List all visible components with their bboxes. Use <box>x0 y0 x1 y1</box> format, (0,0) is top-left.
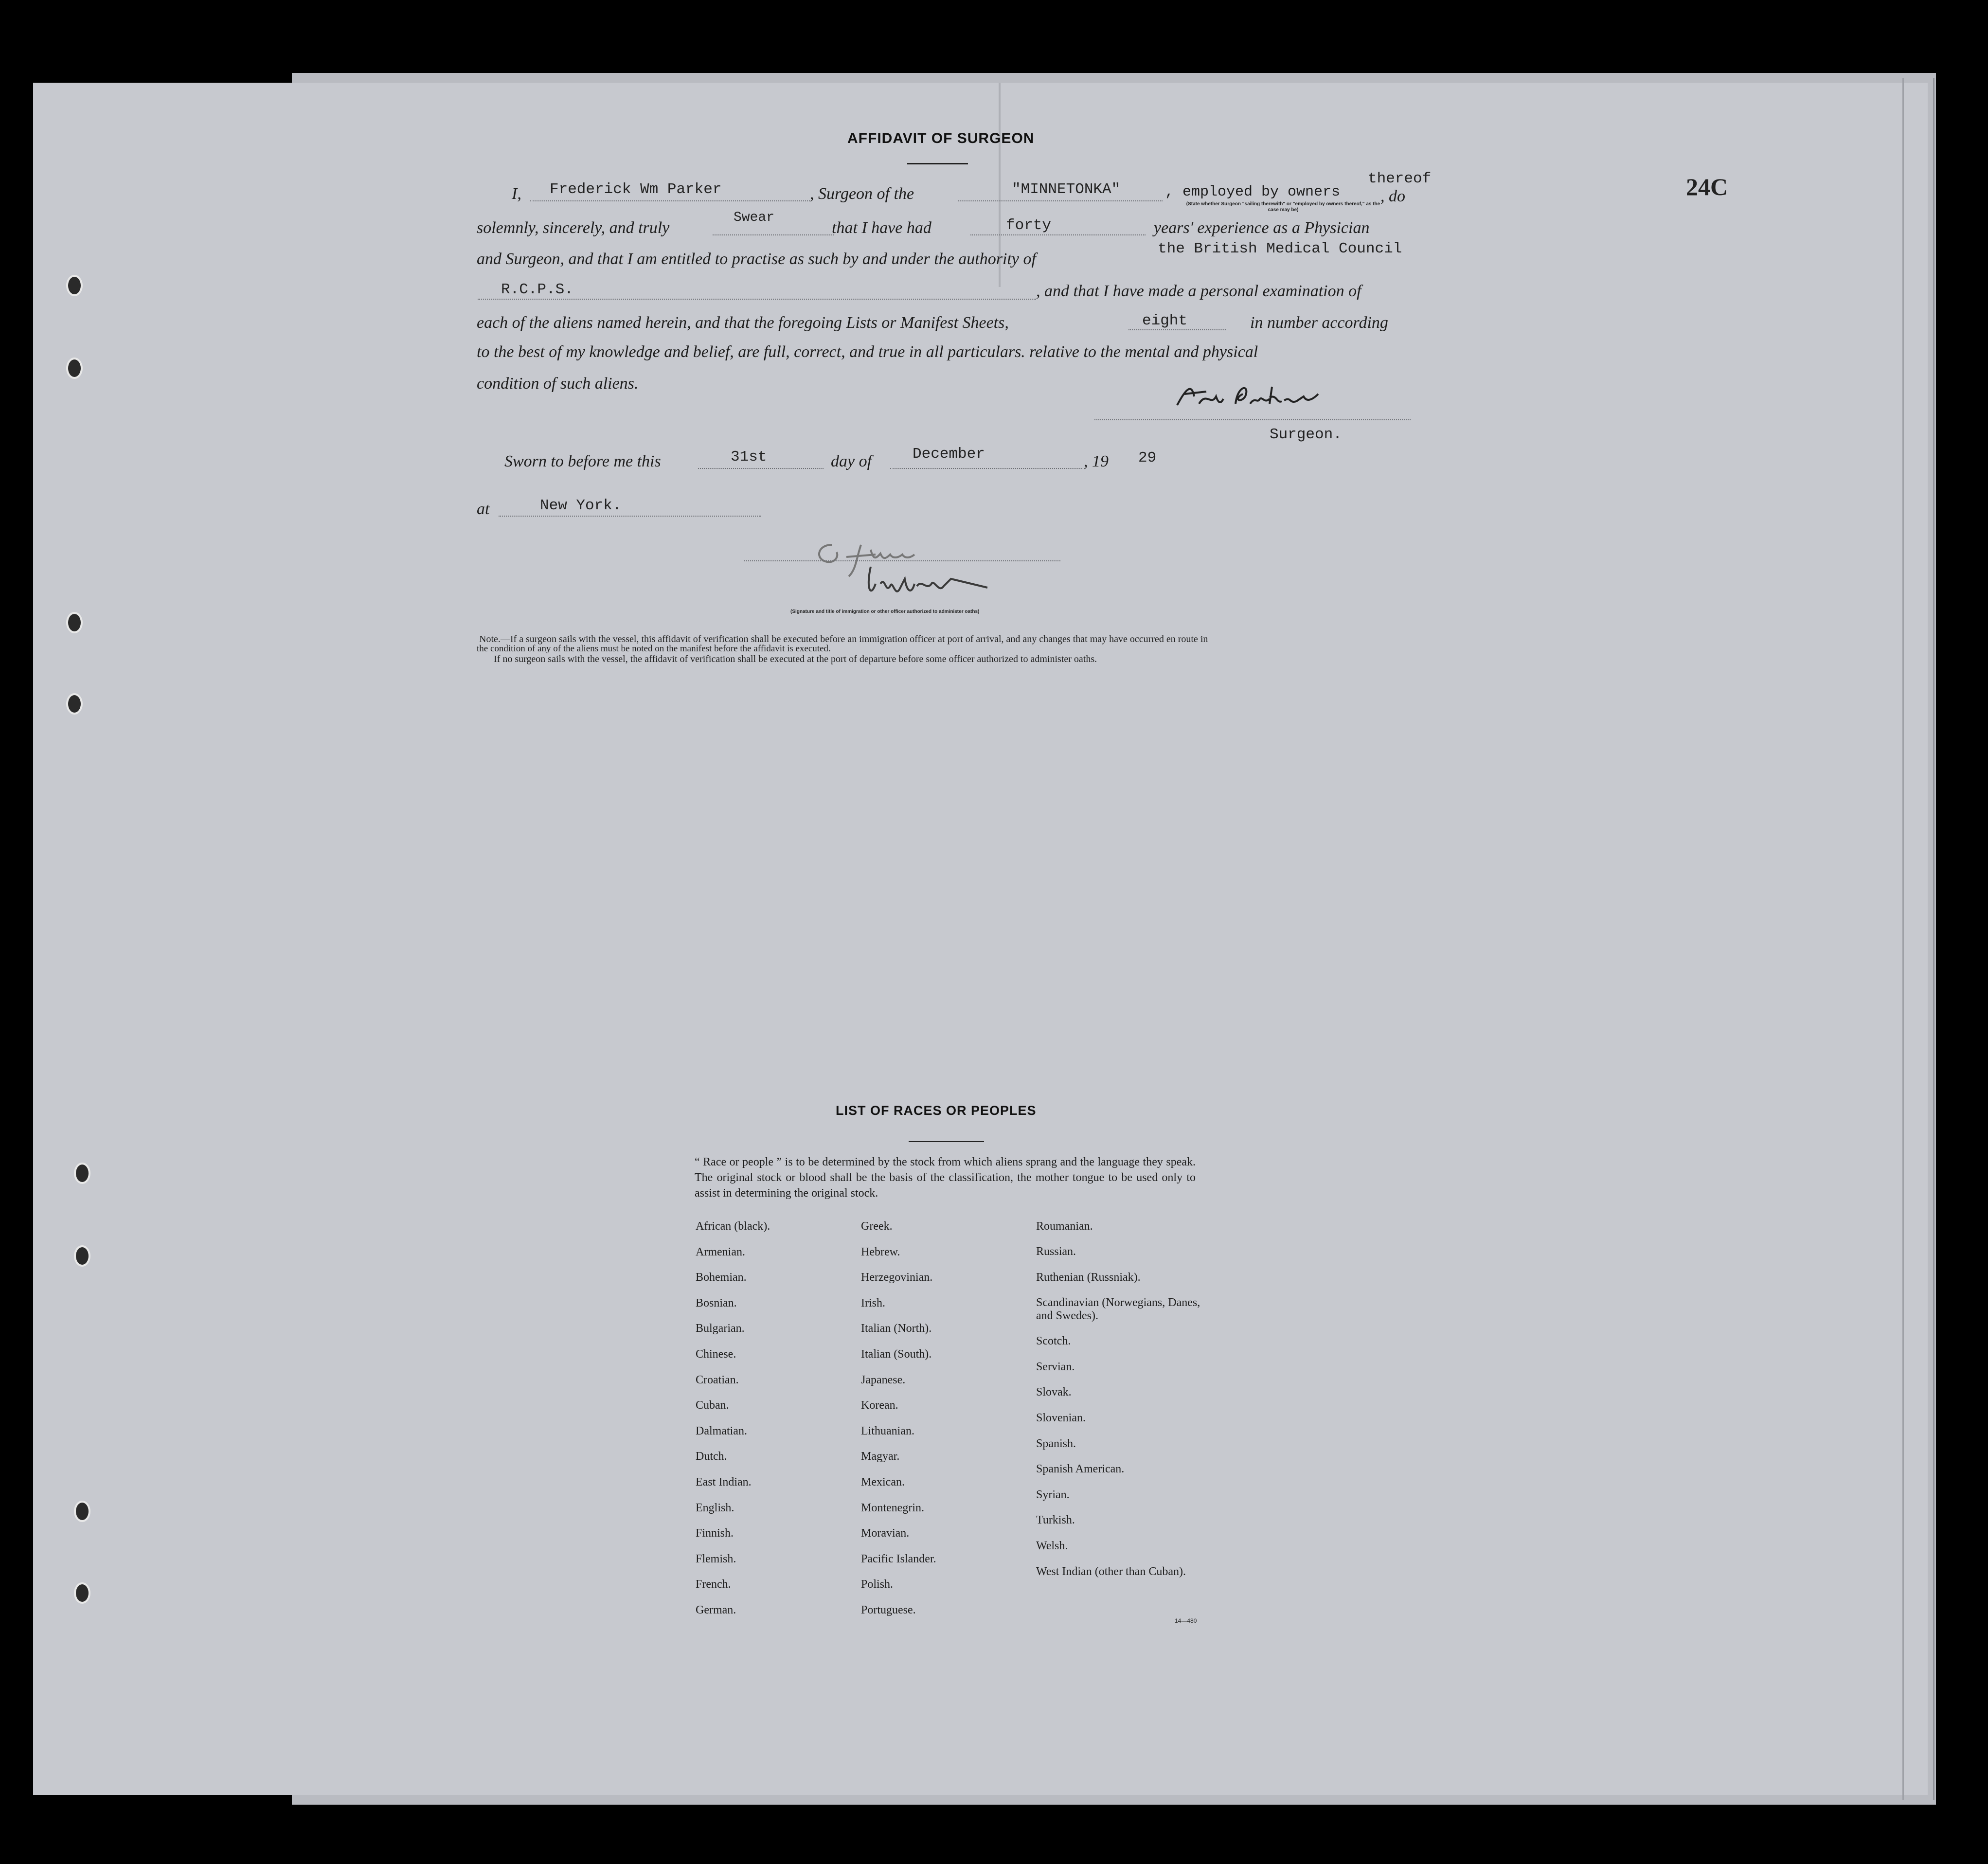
blank-line <box>970 234 1146 235</box>
solemnly-text: solemnly, sincerely, and truly <box>477 219 670 237</box>
officer-signature-line <box>744 560 1060 561</box>
page-number: 24C <box>1686 173 1728 200</box>
race-item: Scandinavian (Norwegians, Danes, and Swedes). <box>1036 1296 1200 1322</box>
race-item: Roumanian. <box>1036 1220 1093 1233</box>
authority-value-2: R.C.P.S. <box>501 281 573 298</box>
note-line-2: the condition of any of the aliens must be noted on the manifest before the affidavit is executed. <box>477 644 831 654</box>
race-item: Finnish. <box>696 1527 734 1540</box>
race-item: Slovenian. <box>1036 1412 1086 1424</box>
condition-text: condition of such aliens. <box>477 375 639 393</box>
race-item: Bulgarian. <box>696 1322 745 1335</box>
race-item: Flemish. <box>696 1553 736 1565</box>
race-item: Polish. <box>861 1578 894 1591</box>
races-title-underline <box>909 1141 984 1142</box>
and-surgeon-text: and Surgeon, and that I am entitled to practise as such by and under the authority of <box>477 250 1036 268</box>
race-item: Servian. <box>1036 1361 1075 1373</box>
employment-instruction: (State whether Surgeon "sailing therewith" or "employed by owners thereof," as the case may be) <box>1186 201 1380 213</box>
year-prefix: , 19 <box>1084 452 1109 470</box>
title-underline <box>907 163 968 164</box>
race-item: Italian (South). <box>861 1348 932 1361</box>
thereof-value: thereof <box>1368 170 1432 187</box>
race-item: Moravian. <box>861 1527 910 1540</box>
race-item: French. <box>696 1578 731 1591</box>
race-item: Bohemian. <box>696 1271 747 1284</box>
race-item: Turkish. <box>1036 1514 1075 1526</box>
years-experience-text: years' experience as a Physician <box>1154 219 1370 237</box>
race-item: Dalmatian. <box>696 1425 747 1437</box>
race-item: Korean. <box>861 1399 898 1412</box>
race-item: Japanese. <box>861 1374 906 1386</box>
race-item: Armenian. <box>696 1246 745 1258</box>
swear-value: Swear <box>734 210 775 225</box>
month-value: December <box>913 446 985 463</box>
surgeon-label: Surgeon. <box>1270 426 1342 443</box>
races-title: LIST OF RACES OR PEOPLES <box>836 1103 1037 1118</box>
officer-signature <box>812 530 1128 613</box>
surgeon-name-value: Frederick Wm Parker <box>550 181 722 198</box>
affidavit-title: AFFIDAVIT OF SURGEON <box>847 130 1035 146</box>
best-of-text: to the best of my knowledge and belief, are full, correct, and true in all particulars. relative to the mental and physical <box>477 343 1258 361</box>
punch-hole <box>74 1245 90 1267</box>
note-line-3: If no surgeon sails with the vessel, the affidavit of verification shall be executed at the port of departure before some officer authorized to administer oaths. <box>494 654 1097 664</box>
race-item: Portuguese. <box>861 1604 916 1616</box>
race-item: Magyar. <box>861 1450 900 1463</box>
blank-line <box>530 200 810 201</box>
race-item: Chinese. <box>696 1348 736 1361</box>
race-item: Pacific Islander. <box>861 1553 936 1565</box>
race-item: English. <box>696 1502 734 1514</box>
year-value: 29 <box>1138 449 1157 466</box>
race-item: Ruthenian (Russniak). <box>1036 1271 1141 1284</box>
employed-label: , employed by owners <box>1165 184 1341 200</box>
sheets-value: eight <box>1142 312 1188 329</box>
races-intro: “ Race or people ” is to be determined by the stock from which aliens sprang and the language they speak. The original stock or blood shall be the basis of the classification, the mother tongue to be used only to assist in determining the original stock. <box>695 1156 1196 1200</box>
do-label: , do <box>1380 187 1405 205</box>
authority-value-1: the British Medical Council <box>1158 240 1402 257</box>
race-item: Scotch. <box>1036 1335 1071 1347</box>
punch-hole <box>66 693 83 715</box>
blank-line <box>890 468 1082 469</box>
blank-line <box>713 234 834 235</box>
surgeon-signature <box>1172 377 1347 416</box>
race-item: Russian. <box>1036 1245 1076 1258</box>
race-item: Cuban. <box>696 1399 729 1412</box>
race-item: Mexican. <box>861 1476 905 1488</box>
ship-name-value: "MINNETONKA" <box>1012 181 1121 198</box>
race-item: Slovak. <box>1036 1386 1072 1398</box>
note-line-1: Note.—If a surgeon sails with the vessel, this affidavit of verification shall be executed before an immigration officer at port of arrival, and any changes that may have occurred en route in <box>479 634 1208 645</box>
day-of-text: day of <box>831 452 872 470</box>
signature-line <box>1094 419 1411 420</box>
punch-hole <box>66 358 83 379</box>
at-label: at <box>477 500 490 518</box>
race-item: Bosnian. <box>696 1297 737 1309</box>
race-item: Dutch. <box>696 1450 727 1463</box>
blank-line <box>499 516 761 517</box>
race-item: Lithuanian. <box>861 1425 914 1437</box>
personal-exam-text: , and that I have made a personal examination of <box>1036 282 1361 300</box>
place-value: New York. <box>540 497 622 514</box>
race-item: West Indian (other than Cuban). <box>1036 1565 1186 1578</box>
form-number: 14—480 <box>1175 1617 1197 1624</box>
line1-prefix: I, <box>512 185 521 203</box>
race-item: Herzegovinian. <box>861 1271 933 1284</box>
blank-line <box>1128 329 1226 330</box>
in-number-text: in number according <box>1250 314 1388 332</box>
blank-line <box>478 299 1036 300</box>
document-page <box>33 83 1928 1795</box>
each-of-text: each of the aliens named herein, and that the foregoing Lists or Manifest Sheets, <box>477 314 1009 332</box>
punch-hole <box>74 1501 90 1522</box>
that-i-have-had: that I have had <box>832 219 931 237</box>
race-item: Spanish American. <box>1036 1463 1125 1475</box>
years-value: forty <box>1006 217 1052 234</box>
punch-hole <box>66 612 83 633</box>
punch-hole <box>74 1163 90 1184</box>
race-item: Spanish. <box>1036 1437 1076 1450</box>
page-edges <box>1902 78 1934 1800</box>
officer-signature-caption: (Signature and title of immigration or other officer authorized to administer oaths) <box>790 609 980 614</box>
race-item: Croatian. <box>696 1374 739 1386</box>
blank-line <box>958 200 1163 201</box>
race-item: African (black). <box>696 1220 770 1233</box>
blank-line <box>698 468 824 469</box>
race-item: Greek. <box>861 1220 893 1233</box>
sworn-text: Sworn to before me this <box>504 452 661 470</box>
day-value: 31st <box>731 448 767 466</box>
race-item: Italian (North). <box>861 1322 932 1335</box>
race-item: German. <box>696 1604 736 1616</box>
race-item: Welsh. <box>1036 1540 1068 1552</box>
race-item: Syrian. <box>1036 1488 1070 1501</box>
race-item: Montenegrin. <box>861 1502 924 1514</box>
race-item: East Indian. <box>696 1476 752 1488</box>
punch-hole <box>66 275 83 296</box>
surgeon-of-label: , Surgeon of the <box>810 185 914 203</box>
punch-hole <box>74 1582 90 1604</box>
race-item: Hebrew. <box>861 1246 900 1258</box>
race-item: Irish. <box>861 1297 885 1309</box>
